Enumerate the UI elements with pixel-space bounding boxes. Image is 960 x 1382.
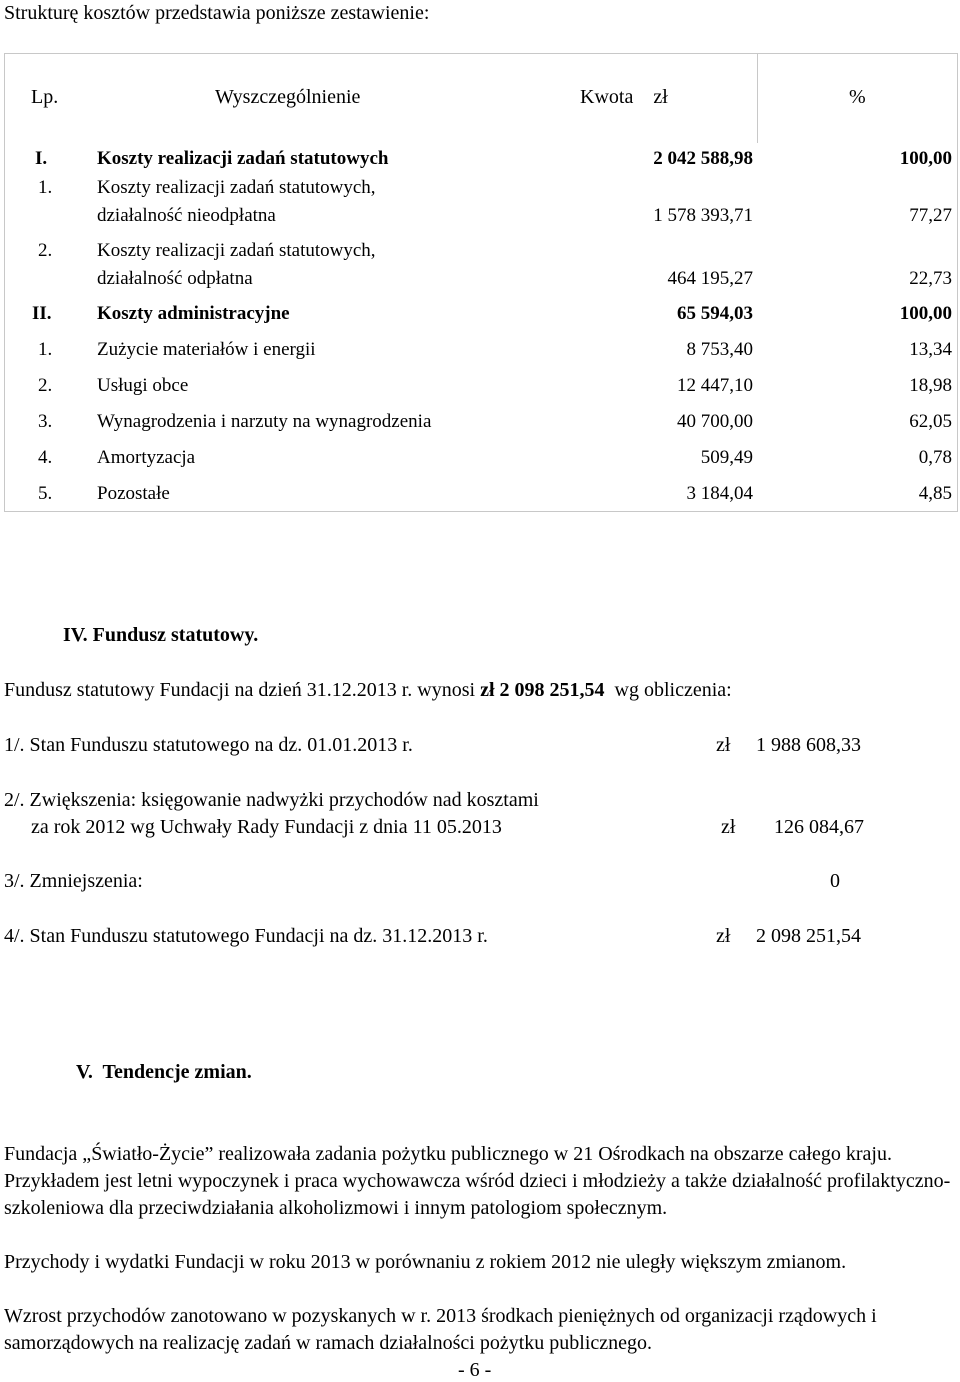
trends-heading: V. Tendencje zmian. [76, 1061, 252, 1083]
table-row-name: Koszty administracyjne [97, 303, 290, 324]
table-row-amount: 65 594,03 [677, 303, 753, 324]
table-row-percent: 0,78 [918, 447, 952, 468]
fund-item3-value: 0 [830, 870, 840, 892]
table-border-right [957, 53, 958, 512]
table-header-divider [757, 53, 758, 143]
table-row-lp: 1. [38, 177, 53, 198]
table-row-name: Zużycie materiałów i energii [97, 339, 316, 360]
header-percent: % [849, 86, 866, 108]
fund-item4-value: 2 098 251,54 [756, 925, 861, 947]
fund-summary-suffix: wg obliczenia: [604, 679, 732, 701]
trends-paragraph-2: Przychody i wydatki Fundacji w roku 2013 w porównaniu z rokiem 2012 nie uległy większym zmianom. [4, 1251, 847, 1273]
table-row-amount: 509,49 [700, 447, 753, 468]
table-row-lp: 3. [38, 411, 53, 432]
fund-item2-currency: zł [721, 816, 736, 838]
fund-item4-label: 4/. Stan Funduszu statutowego Fundacji na dz. 31.12.2013 r. [4, 925, 488, 947]
cost-table [4, 53, 958, 512]
fund-heading: IV. Fundusz statutowy. [63, 624, 259, 646]
table-row-percent: 100,00 [899, 303, 952, 324]
fund-item1-value: 1 988 608,33 [756, 734, 861, 756]
table-row-percent: 22,73 [909, 268, 952, 289]
header-name: Wyszczególnienie [215, 86, 361, 108]
fund-summary [4, 679, 732, 702]
fund-summary-amount: zł 2 098 251,54 [480, 679, 605, 701]
table-row-lp: 4. [38, 447, 53, 468]
table-border-bottom [4, 511, 958, 512]
table-row-name: Wynagrodzenia i narzuty na wynagrodzenia [97, 411, 432, 432]
table-row-amount: 3 184,04 [686, 483, 753, 504]
trends-paragraph-3: Wzrost przychodów zanotowano w pozyskanych w r. 2013 środkach pieniężnych od organizacji rządowych i samorządowych na realizację zadań w ramach działalności pożytku publicznego. [4, 1305, 877, 1354]
table-row-amount: 12 447,10 [677, 375, 753, 396]
table-row-lp: II. [32, 303, 52, 324]
fund-item1-label: 1/. Stan Funduszu statutowego na dz. 01.01.2013 r. [4, 734, 413, 756]
table-row-lp: 5. [38, 483, 53, 504]
table-row-percent: 100,00 [899, 148, 952, 169]
table-row-amount: 40 700,00 [677, 411, 753, 432]
table-row-percent: 4,85 [918, 483, 952, 504]
table-row-percent: 77,27 [909, 205, 952, 226]
table-border-left [4, 53, 5, 512]
table-row-name-line1: Koszty realizacji zadań statutowych, [97, 240, 376, 261]
table-border-top [4, 53, 958, 54]
fund-item2-label-line1: 2/. Zwiększenia: księgowanie nadwyżki przychodów nad kosztami [4, 789, 539, 811]
fund-summary-prefix: Fundusz statutowy Fundacji na dzień 31.12.2013 r. wynosi [4, 679, 481, 701]
table-row-amount: 464 195,27 [667, 268, 753, 289]
trends-paragraph-1: Fundacja „Światło-Życie” realizowała zadania pożytku publicznego w 21 Ośrodkach na obszarze całego kraju. Przykładem jest letni wypoczynek i praca wychowawcza wśród dzieci i młodzieży a także działalność profilaktyczno-szkoleniowa dla przeciwdziałania alkoholizmowi i innym patologiom społecznym. [4, 1143, 951, 1219]
fund-item4-currency: zł [716, 925, 731, 947]
table-row-lp: 2. [38, 240, 53, 261]
table-row-percent: 18,98 [909, 375, 952, 396]
table-row-amount: 1 578 393,71 [653, 205, 753, 226]
table-row-name-line2: działalność odpłatna [97, 268, 253, 289]
table-row-percent: 13,34 [909, 339, 952, 360]
table-row-name: Pozostałe [97, 483, 170, 504]
table-row-name: Koszty realizacji zadań statutowych [97, 148, 389, 169]
page-number: - 6 - [458, 1359, 492, 1381]
fund-item2-label-line2: za rok 2012 wg Uchwały Rady Fundacji z dnia 11 05.2013 [31, 816, 502, 838]
header-amount: Kwota zł [580, 86, 668, 108]
table-row-lp: 1. [38, 339, 53, 360]
table-row-percent: 62,05 [909, 411, 952, 432]
table-row-name-line1: Koszty realizacji zadań statutowych, [97, 177, 376, 198]
table-row-lp: I. [35, 148, 48, 169]
intro-text: Strukturę kosztów przedstawia poniższe zestawienie: [4, 2, 430, 24]
fund-item1-currency: zł [716, 734, 731, 756]
table-row-name: Amortyzacja [97, 447, 196, 468]
table-row-name: Usługi obce [97, 375, 189, 396]
fund-item3-label: 3/. Zmniejszenia: [4, 870, 143, 892]
table-row-name-line2: działalność nieodpłatna [97, 205, 276, 226]
table-row-amount: 8 753,40 [686, 339, 753, 360]
fund-item2-value: 126 084,67 [774, 816, 864, 838]
header-lp: Lp. [31, 86, 59, 108]
table-row-lp: 2. [38, 375, 53, 396]
table-row-amount: 2 042 588,98 [653, 148, 753, 169]
